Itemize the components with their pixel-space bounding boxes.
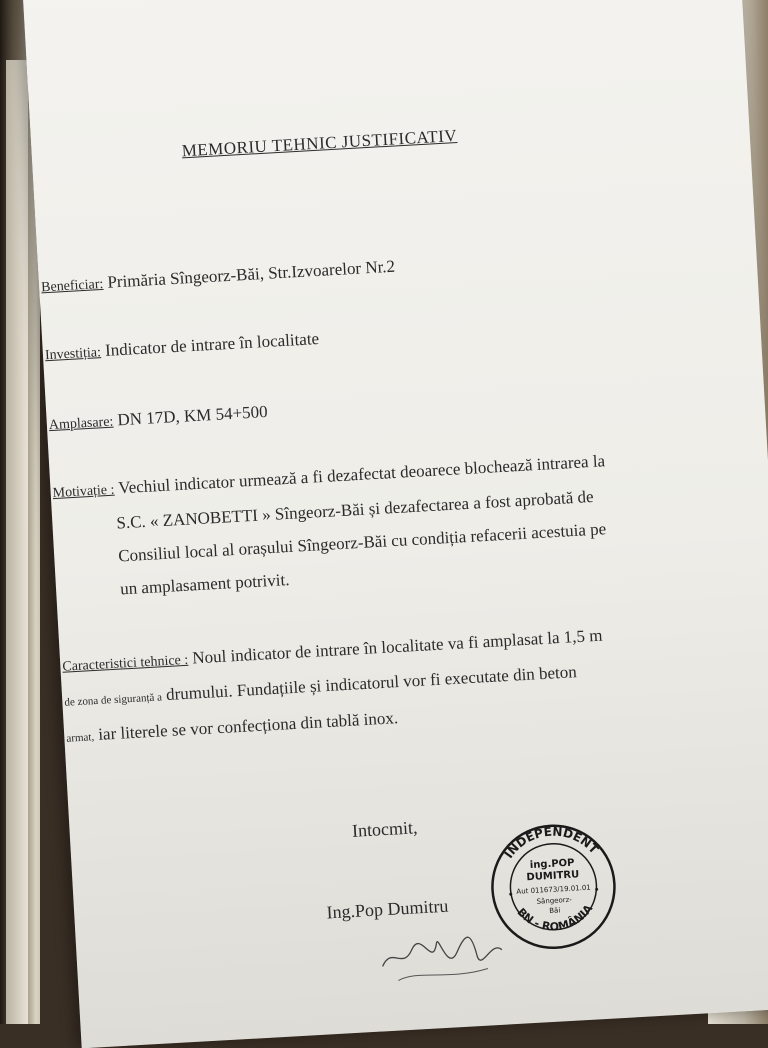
field-beneficiar bbox=[40, 230, 741, 304]
handwritten-signature bbox=[375, 919, 518, 987]
stamp-ring-bottom: BN - ROMÂNIA bbox=[514, 902, 596, 934]
stamp-line-4: Sângeorz- bbox=[536, 895, 573, 906]
field-amplasare bbox=[48, 368, 749, 442]
caracteristici-line-1: Noul indicator de intrare în localitate va fi amplasat la 1,5 m bbox=[191, 625, 603, 668]
motivatie-line-4: un amplasament potrivit. bbox=[119, 570, 290, 599]
caracteristici-line-3: iar literele se vor confecționa din tablă inox. bbox=[97, 708, 399, 744]
label-amplasare: Amplasare: bbox=[48, 414, 114, 434]
label-beneficiar: Beneficiar: bbox=[40, 276, 104, 296]
field-caracteristici bbox=[61, 610, 766, 756]
stamp-ring-top: INDEPENDENT bbox=[501, 824, 602, 861]
label-caracteristici: Caracteristici tehnice : bbox=[62, 652, 189, 675]
field-investitia bbox=[44, 298, 745, 372]
caracteristici-line-2-prefix: de zona de siguranță a bbox=[64, 691, 163, 709]
document-title: MEMORIU TEHNIC JUSTIFICATIV bbox=[181, 125, 458, 161]
stamp-line-1: ing.POP bbox=[529, 857, 575, 872]
document-page bbox=[22, 0, 768, 1048]
caracteristici-line-3-prefix: armat, bbox=[66, 731, 95, 745]
label-investitia: Investiția: bbox=[44, 345, 102, 364]
left-page-edge bbox=[6, 60, 28, 1024]
prepared-by-label: Intocmit, bbox=[351, 817, 418, 841]
field-motivatie bbox=[52, 436, 758, 609]
label-motivatie: Motivație : bbox=[52, 482, 115, 502]
value-investitia: Indicator de intrare în localitate bbox=[104, 328, 320, 360]
motivatie-line-1: Vechiul indicator urmează a fi dezafectat deoarece blochează intrarea la bbox=[117, 451, 606, 498]
signer-name: Ing.Pop Dumitru bbox=[325, 895, 449, 923]
stamp-line-2: DUMITRU bbox=[526, 869, 580, 884]
value-beneficiar: Primăria Sîngeorz-Băi, Str.Izvoarelor Nr.2 bbox=[106, 256, 396, 292]
stamp-line-3: Aut 011673/19.01.01 bbox=[516, 883, 592, 896]
stamp-line-5: Băi bbox=[549, 906, 561, 916]
motivatie-line-3: Consiliul local al orașului Sîngeorz-Băi cu condiția refacerii acestuia pe bbox=[117, 519, 607, 566]
caracteristici-line-2: drumului. Fundațiile și indicatorul vor fi executate din beton bbox=[165, 662, 578, 705]
value-amplasare: DN 17D, KM 54+500 bbox=[116, 401, 269, 430]
motivatie-line-2: S.C. « ZANOBETTI » Sîngeorz-Băi și dezafectarea a fost aprobată de bbox=[115, 486, 594, 533]
